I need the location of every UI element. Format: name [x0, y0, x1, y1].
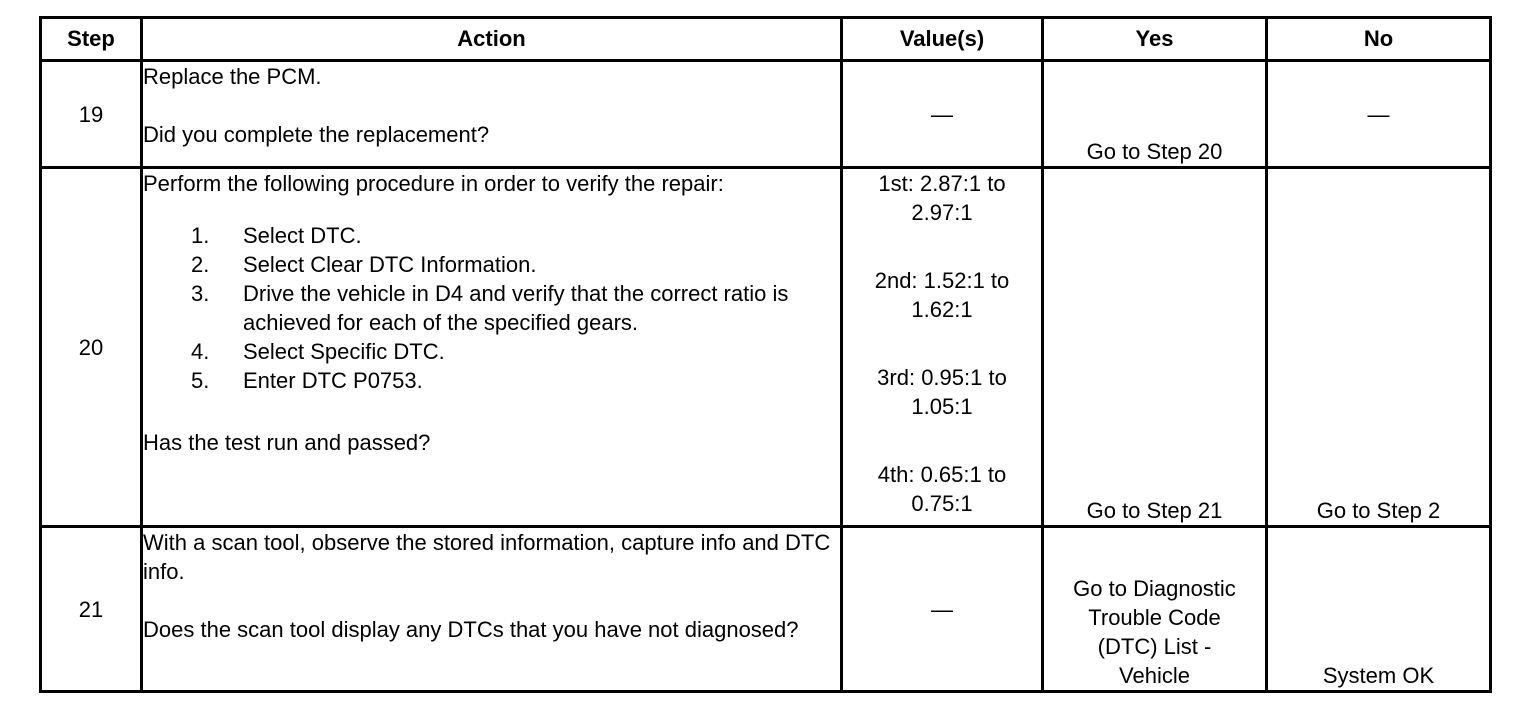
yes-line: Vehicle	[1119, 663, 1190, 688]
spacer	[843, 227, 1041, 266]
action-question: Does the scan tool display any DTCs that you have not diagnosed?	[143, 617, 799, 642]
gear-ratio-2nd-upper: 1.62:1	[911, 297, 973, 322]
gear-ratio-2nd: 2nd: 1.52:1 to	[874, 268, 1010, 293]
header-row	[41, 18, 1491, 61]
yes-link-dtc-list[interactable]	[1043, 527, 1267, 692]
action-intro: Perform the following procedure in order to verify the repair:	[143, 171, 724, 196]
yes-line: (DTC) List -	[1097, 634, 1212, 659]
list-item-text: Select DTC.	[243, 223, 362, 248]
step-number: 21	[41, 527, 142, 692]
yes-link-step-21[interactable]: Go to Step 21	[1043, 168, 1267, 527]
step-number: 20	[41, 168, 142, 527]
table-row-step-20	[41, 168, 1491, 527]
list-item-text: Enter DTC P0753.	[243, 368, 423, 393]
action-question: Has the test run and passed?	[143, 430, 431, 455]
list-item-number: 4.	[191, 339, 210, 364]
list-item	[143, 366, 840, 395]
no-system-ok: System OK	[1267, 527, 1491, 692]
header-action: Action	[142, 18, 842, 61]
list-item-number: 3.	[191, 281, 210, 306]
header-yes: Yes	[1043, 18, 1267, 61]
gear-ratio-1st-upper: 2.97:1	[911, 200, 973, 225]
action-question: Did you complete the replacement?	[143, 122, 490, 147]
diagnostic-table	[39, 16, 1492, 693]
list-item-text: Drive the vehicle in D4 and verify that the correct ratio is achieved for each of the specified gears.	[243, 281, 789, 335]
list-item	[143, 279, 840, 337]
header-no: No	[1267, 18, 1491, 61]
list-item	[143, 250, 840, 279]
header-step: Step	[41, 18, 142, 61]
action-cell	[142, 527, 842, 692]
action-intro: With a scan tool, observe the stored information, capture info and DTC info.	[143, 530, 831, 584]
value-cell: —	[842, 527, 1043, 692]
list-item-number: 1.	[191, 223, 210, 248]
value-cell: —	[842, 61, 1043, 168]
gear-ratio-3rd: 3rd: 0.95:1 to	[877, 365, 1007, 390]
list-item	[143, 221, 840, 250]
gear-ratio-1st: 1st: 2.87:1 to	[878, 171, 1006, 196]
step-number: 19	[41, 61, 142, 168]
list-item-number: 2.	[191, 252, 210, 277]
list-item-text: Select Specific DTC.	[243, 339, 445, 364]
action-cell	[142, 168, 842, 527]
yes-link-step-20[interactable]: Go to Step 20	[1043, 61, 1267, 168]
no-cell: —	[1267, 61, 1491, 168]
gear-ratio-4th-upper: 0.75:1	[911, 491, 973, 516]
header-values: Value(s)	[842, 18, 1043, 61]
list-item	[143, 337, 840, 366]
value-cell	[842, 168, 1043, 527]
spacer	[143, 586, 840, 615]
action-intro: Replace the PCM.	[143, 64, 322, 89]
yes-line: Trouble Code	[1088, 605, 1221, 630]
action-cell	[142, 61, 842, 168]
no-link-step-2[interactable]: Go to Step 2	[1267, 168, 1491, 527]
gear-ratio-3rd-upper: 1.05:1	[911, 394, 973, 419]
yes-line: Go to Diagnostic	[1073, 576, 1236, 601]
spacer	[143, 91, 840, 120]
table-row-step-19	[41, 61, 1491, 168]
table-row-step-21	[41, 527, 1491, 692]
procedure-list	[143, 221, 840, 395]
list-item-number: 5.	[191, 368, 210, 393]
spacer	[843, 324, 1041, 363]
gear-ratio-4th: 4th: 0.65:1 to	[877, 462, 1007, 487]
spacer	[843, 421, 1041, 460]
list-item-text: Select Clear DTC Information.	[243, 252, 537, 277]
